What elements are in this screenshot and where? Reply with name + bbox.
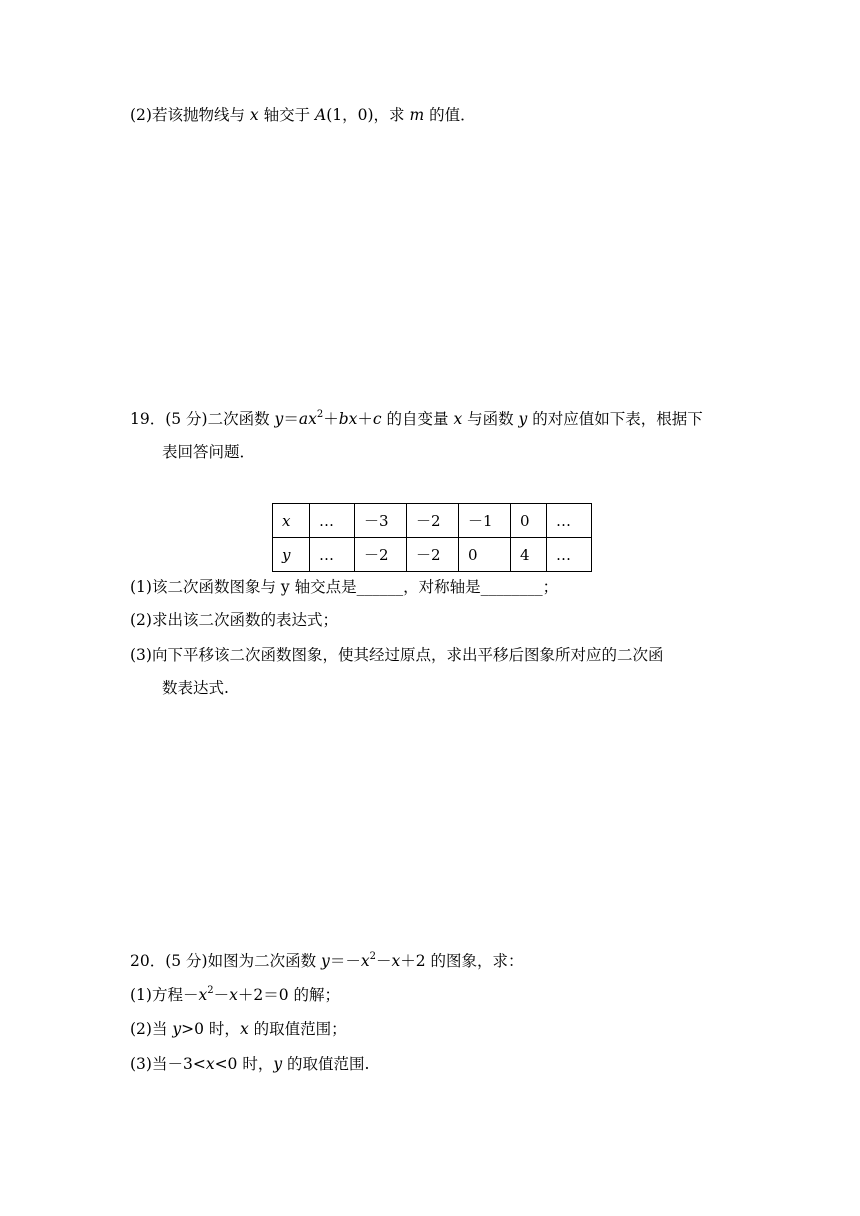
table-cell: 0: [511, 504, 547, 538]
table-cell: x: [273, 504, 310, 538]
table-cell: －3: [355, 504, 407, 538]
table-cell: －2: [407, 504, 459, 538]
table-cell: y: [273, 538, 310, 572]
table-row-x: [273, 504, 592, 538]
table-cell: …: [310, 538, 355, 572]
q18-part2: (2)若该抛物线与 x 轴交于 A(1，0)，求 m 的值．: [130, 106, 476, 124]
q19-stem-line1: 19．(5 分)二次函数 $y=ax^2+bx+c$ 的自变量 x 与函数 y 的对应值如下表，根据下: [130, 409, 703, 428]
q19-stem-line2: 表回答问题．: [162, 443, 256, 461]
table-cell: …: [310, 504, 355, 538]
table-cell: …: [547, 504, 592, 538]
q20-part3: (3)当－3<x<0 时，y 的取值范围.: [130, 1055, 370, 1073]
q19-part2: (2)求出该二次函数的表达式；: [130, 611, 338, 629]
q19-part1: (1)该二次函数图象与 y 轴交点是______，对称轴是________；: [130, 578, 559, 596]
q19-part3-line1: (3)向下平移该二次函数图象，使其经过原点，求出平移后图象所对应的二次函: [130, 646, 664, 664]
q20-stem: 20．(5 分)如图为二次函数 $y=-x^2-x+2$ 的图象，求：: [130, 951, 524, 970]
value-table: [272, 503, 592, 572]
q20-part1: (1)方程$-x^2-x+2=0$ 的解；: [130, 985, 341, 1004]
table-cell: 0: [459, 538, 511, 572]
table-cell: －2: [407, 538, 459, 572]
table-cell: －1: [459, 504, 511, 538]
table-row-y: [273, 538, 592, 572]
table-cell: …: [547, 538, 592, 572]
q19-part3-line2: 数表达式.: [162, 679, 229, 697]
q20-part2: (2)当 y>0 时，x 的取值范围；: [130, 1020, 347, 1038]
table-cell: 4: [511, 538, 547, 572]
table-cell: －2: [355, 538, 407, 572]
